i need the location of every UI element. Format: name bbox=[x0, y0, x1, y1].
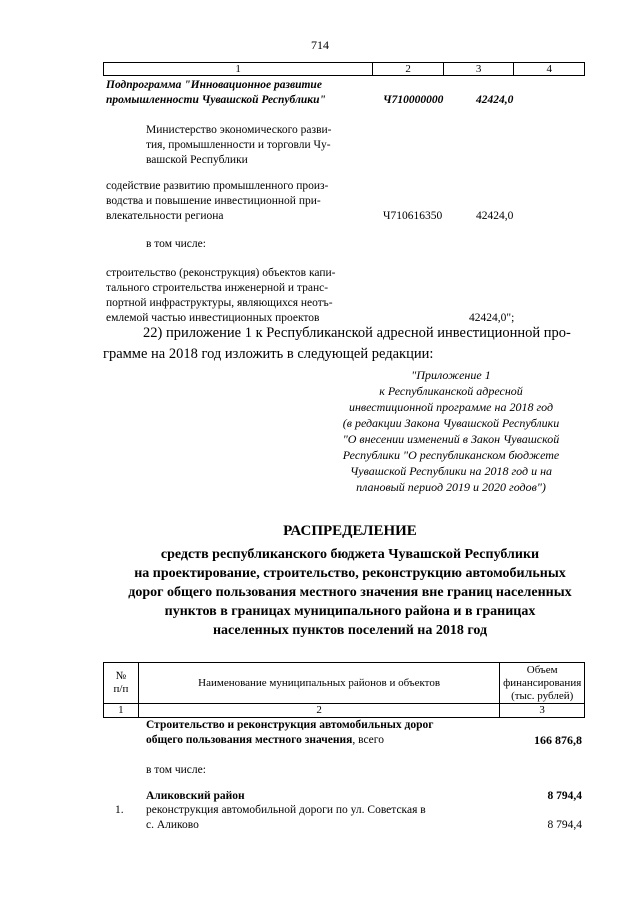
amendment-paragraph: 22) приложение 1 к Республиканской адресной инвестиционной про- грамме на 2018 год изложить в следующей редакции: bbox=[103, 325, 571, 362]
item-number: 1. bbox=[115, 804, 124, 816]
table2-header-row bbox=[104, 663, 584, 704]
index-cell: 1 bbox=[104, 704, 139, 717]
total-label: Строительство и реконструкция автомобильных дорог общего пользования местного значения, всего bbox=[146, 719, 434, 746]
table1-header-cell: 2 bbox=[373, 63, 444, 75]
distribution-subtitle: средств республиканского бюджета Чувашской Республики на проектирование, строительство, реконструкцию автомобильных дорог общего пользования местного значения вне границ населенных пунктов в границах муниципального района и в границах населенных пунктов поселений на 2018 год bbox=[128, 547, 572, 638]
index-cell: 3 bbox=[539, 704, 545, 716]
activity-amount: 42424,0 bbox=[476, 210, 514, 222]
including-label-2: в том числе: bbox=[146, 764, 206, 776]
table1-header-cell: 4 bbox=[546, 63, 552, 75]
district-name: Аликовский район bbox=[146, 790, 245, 802]
including-label: в том числе: bbox=[146, 238, 206, 250]
ministry-name: Министерство экономического разви- тия, промышленности и торговли Чу- вашской Республики bbox=[146, 124, 332, 166]
item-description: реконструкция автомобильной дороги по ул. Советская в с. Аликово bbox=[146, 804, 426, 831]
table1-header-cell: 1 bbox=[104, 63, 373, 75]
col-number-header: № п/п bbox=[104, 663, 139, 703]
table1-header-row bbox=[103, 62, 585, 76]
activity-code: Ч710616350 bbox=[383, 210, 443, 222]
construction-text: строительство (реконструкция) объектов капи- тального строительства инженерной и транс- портной инфраструктуры, являющихся неотъ- емлемой частью инвестиционных проектов bbox=[106, 267, 336, 324]
construction-amount: 42424,0"; bbox=[469, 312, 515, 324]
activity-text: содействие развитию промышленного произ- водства и повышение инвестиционной при- влекательности региона bbox=[106, 180, 329, 222]
distribution-title: РАСПРЕДЕЛЕНИЕ bbox=[283, 523, 417, 539]
appendix-note: "Приложение 1 к Республиканской адресной инвестиционной программе на 2018 год (в редакции Закона Чувашской Республики "О внесении изменений в Закон Чувашской Республики "О республиканском бюджете Чувашской Республики на 2018 год и на плановый период 2019 и 2020 годов") bbox=[342, 368, 560, 494]
col-name-header: Наименование муниципальных районов и объектов bbox=[139, 663, 500, 703]
subprogram-code: Ч710000000 bbox=[383, 94, 444, 106]
col-amount-header: Объем финансирования (тыс. рублей) bbox=[503, 663, 582, 702]
district-amount: 8 794,4 bbox=[547, 790, 582, 802]
item-amount: 8 794,4 bbox=[547, 819, 582, 831]
subprogram-title: Подпрограмма "Инновационное развитие промышленности Чувашской Республики" bbox=[106, 79, 326, 106]
subprogram-amount: 42424,0 bbox=[476, 94, 514, 106]
total-amount: 166 876,8 bbox=[534, 733, 582, 747]
table1-header-cell: 3 bbox=[444, 63, 515, 75]
table2-header bbox=[103, 662, 585, 718]
page-number: 714 bbox=[311, 38, 329, 52]
index-cell: 2 bbox=[139, 704, 500, 717]
table2-index-row bbox=[104, 704, 584, 717]
